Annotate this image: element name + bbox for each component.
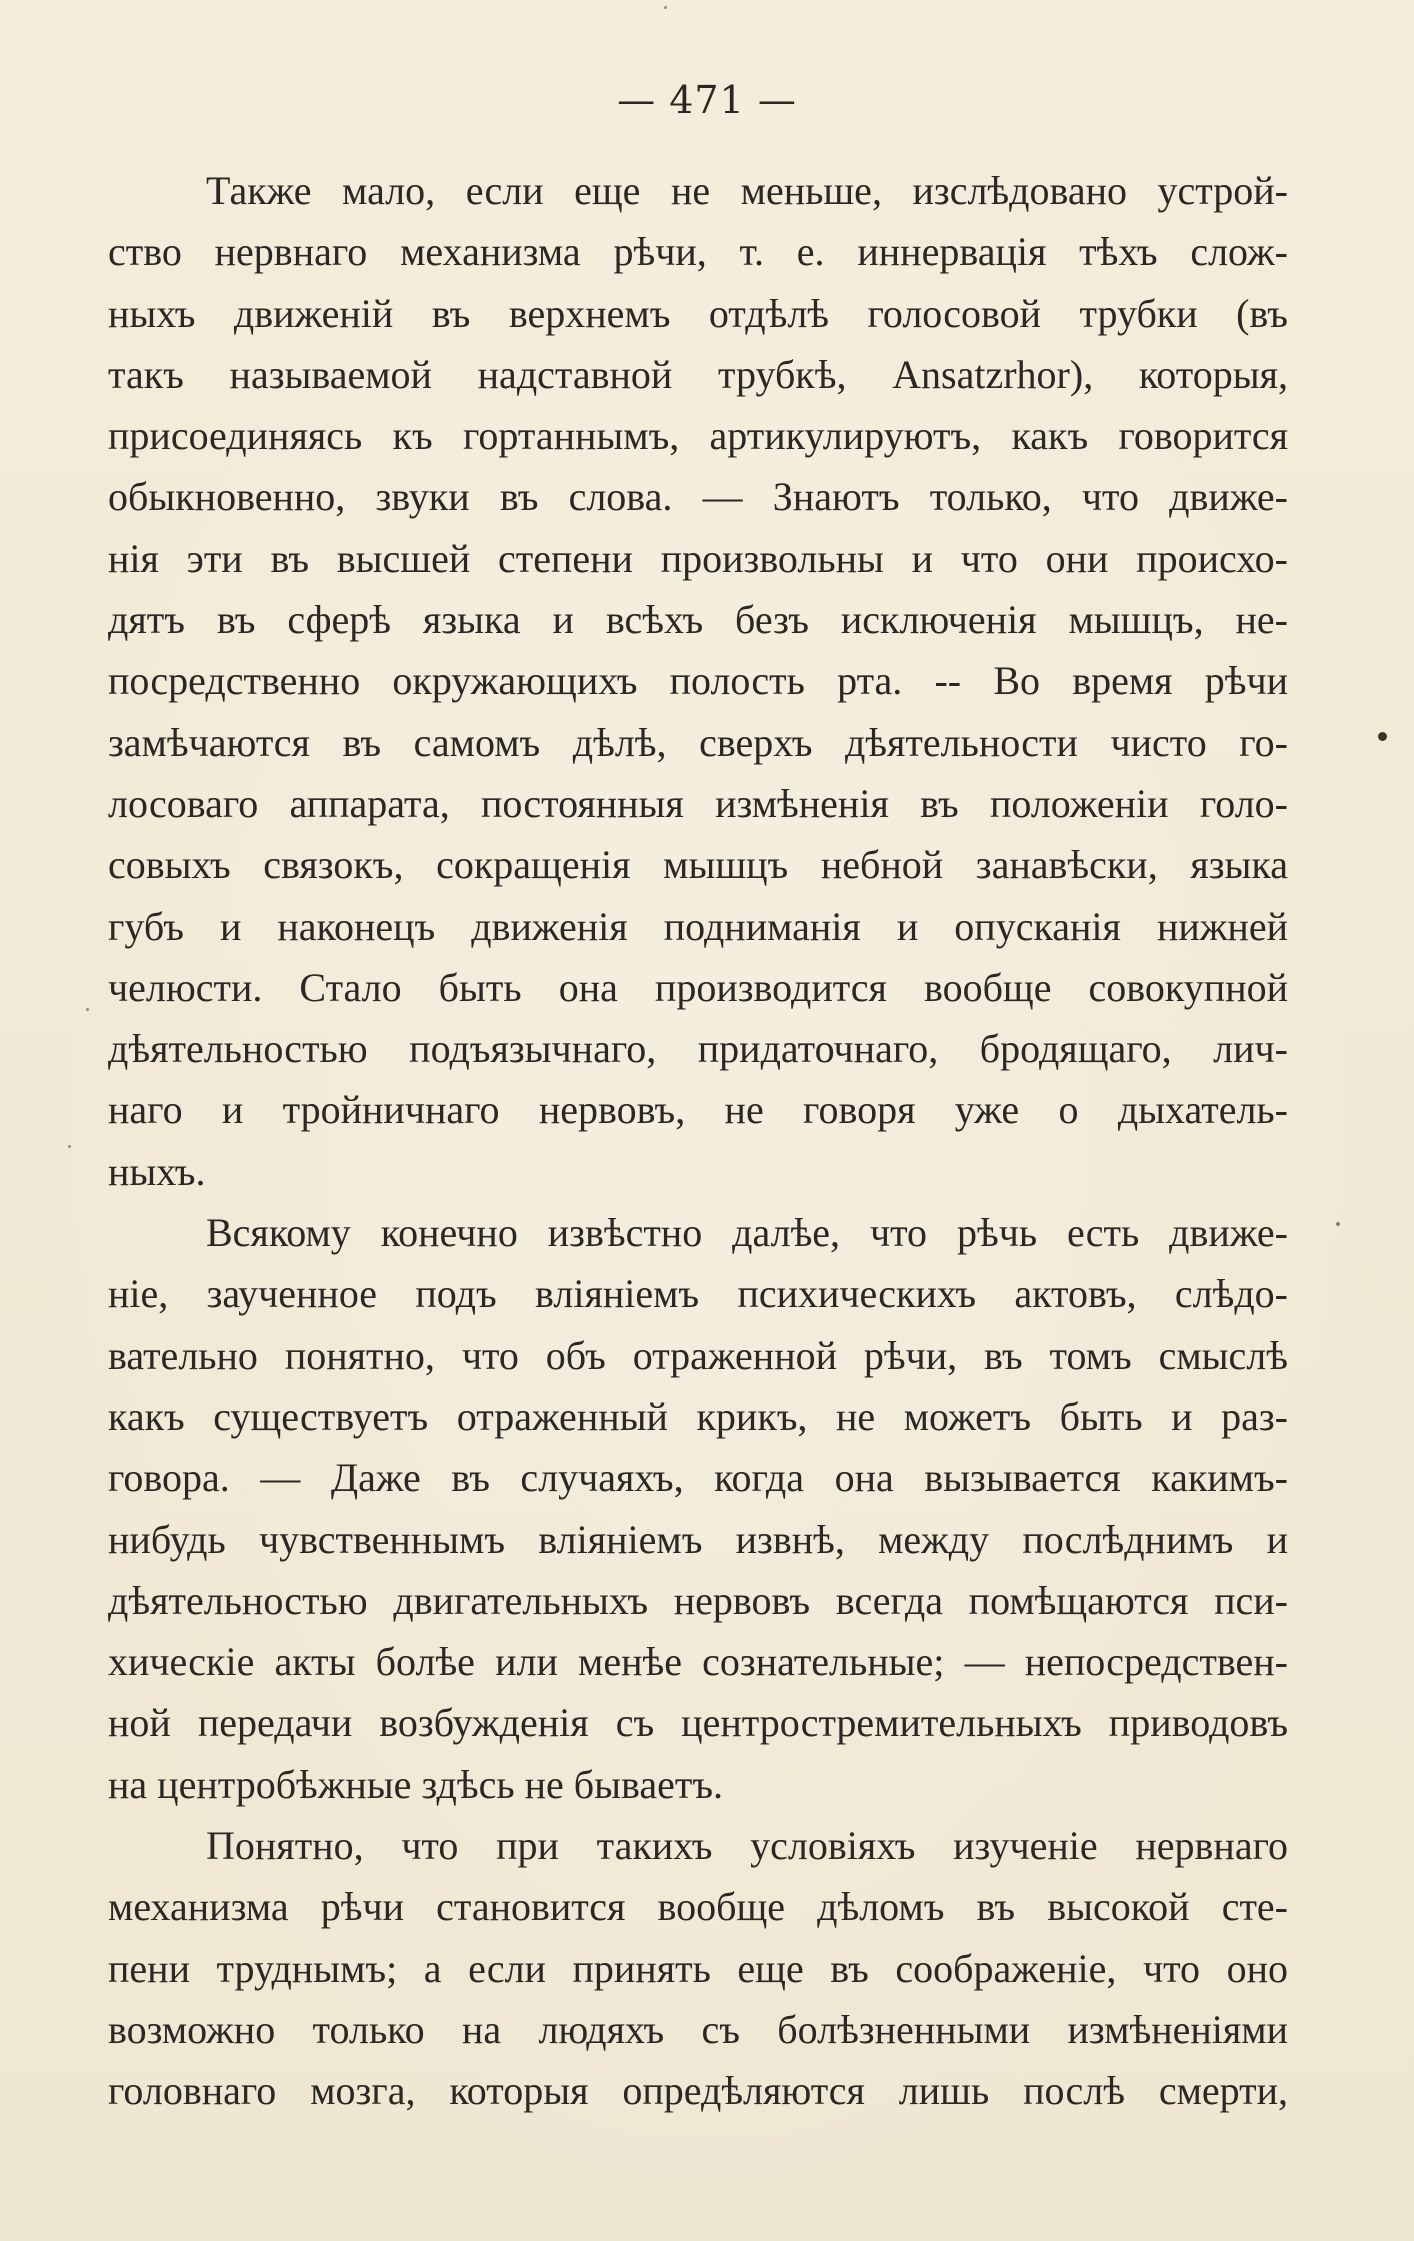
- text-line: нибудь чувственнымъ вліяніемъ извнѣ, между послѣднимъ и: [108, 1516, 1288, 1562]
- text-line: какъ существуетъ отраженный крикъ, не можетъ быть и раз-: [108, 1393, 1288, 1439]
- text-line: губъ и наконецъ движенія подниманія и опусканія нижней: [108, 903, 1288, 949]
- text-line: Также мало, если еще не меньше, изслѣдовано устрой-: [206, 168, 1288, 213]
- text-line: ныхъ движеній въ верхнемъ отдѣлѣ голосовой трубки (въ: [108, 290, 1288, 336]
- ink-speck: [1336, 1222, 1340, 1226]
- ink-speck: [86, 1008, 89, 1011]
- text-line: дятъ въ сферѣ языка и всѣхъ безъ исключенія мышцъ, не-: [108, 597, 1288, 643]
- text-line: обыкновенно, звуки въ слова. — Знаютъ только, что движе-: [108, 474, 1288, 520]
- text-line: механизма рѣчи становится вообще дѣломъ въ высокой сте-: [108, 1884, 1288, 1930]
- ink-speck: [1378, 732, 1387, 741]
- text-line: на центробѣжные здѣсь не бываетъ.: [108, 1761, 723, 1807]
- text-line: вательно понятно, что объ отраженной рѣчи, въ томъ смыслѣ: [108, 1332, 1288, 1378]
- text-line: совыхъ связокъ, сокращенія мышцъ небной занавѣски, языка: [108, 842, 1288, 888]
- ink-speck: [664, 6, 667, 9]
- text-line: Всякому конечно извѣстно далѣе, что рѣчь есть движе-: [206, 1210, 1288, 1256]
- text-line: наго и тройничнаго нервовъ, не говоря уже о дыхатель-: [108, 1087, 1288, 1133]
- paragraph-3: [108, 1815, 1288, 2121]
- text-line: возможно только на людяхъ съ болѣзненными измѣненіями: [108, 2006, 1288, 2052]
- text-line: головнаго мозга, которыя опредѣляются лишь послѣ смерти,: [108, 2068, 1288, 2114]
- text-line: нія эти въ высшей степени произвольны и что они происхо-: [108, 535, 1288, 581]
- text-line: ной передачи возбужденія съ центростремительныхъ приводовъ: [108, 1700, 1288, 1746]
- text-line: дѣятельностью подъязычнаго, придаточнаго, бродящаго, лич-: [108, 1026, 1288, 1072]
- text-line: присоединяясь къ гортаннымъ, артикулируютъ, какъ говорится: [108, 413, 1288, 459]
- ink-speck: [68, 1145, 71, 1148]
- text-line: лосоваго аппарата, постоянныя измѣненія въ положеніи голо-: [108, 780, 1288, 826]
- body-text: [108, 160, 1288, 2122]
- page-number: — 471 —: [617, 78, 797, 122]
- text-line: ство нервнаго механизма рѣчи, т. е. иннервація тѣхъ слож-: [108, 229, 1288, 275]
- text-line: дѣятельностью двигательныхъ нервовъ всегда помѣщаются пси-: [108, 1577, 1288, 1623]
- text-line: посредственно окружающихъ полость рта. -- Во время рѣчи: [108, 658, 1288, 704]
- text-line: Понятно, что при такихъ условіяхъ изученіе нервнаго: [206, 1823, 1288, 1869]
- text-line: ніе, заученное подъ вліяніемъ психическихъ актовъ, слѣдо-: [108, 1271, 1288, 1317]
- text-line: замѣчаются въ самомъ дѣлѣ, сверхъ дѣятельности чисто го-: [108, 719, 1288, 765]
- text-line: говора. — Даже въ случаяхъ, когда она вызывается какимъ-: [108, 1455, 1288, 1501]
- text-line: хическіе акты болѣе или менѣе сознательные; — непосредствен-: [108, 1639, 1288, 1685]
- paragraph-1: [108, 160, 1288, 1202]
- text-line: пени труднымъ; а если принять еще въ соображеніе, что оно: [108, 1945, 1288, 1991]
- text-line: такъ называемой надставной трубкѣ, Ansatzrhor), которыя,: [108, 351, 1288, 397]
- text-line: челюсти. Стало быть она производится вообще совокупной: [108, 964, 1288, 1010]
- text-line: ныхъ.: [108, 1148, 206, 1194]
- paragraph-2: [108, 1202, 1288, 1815]
